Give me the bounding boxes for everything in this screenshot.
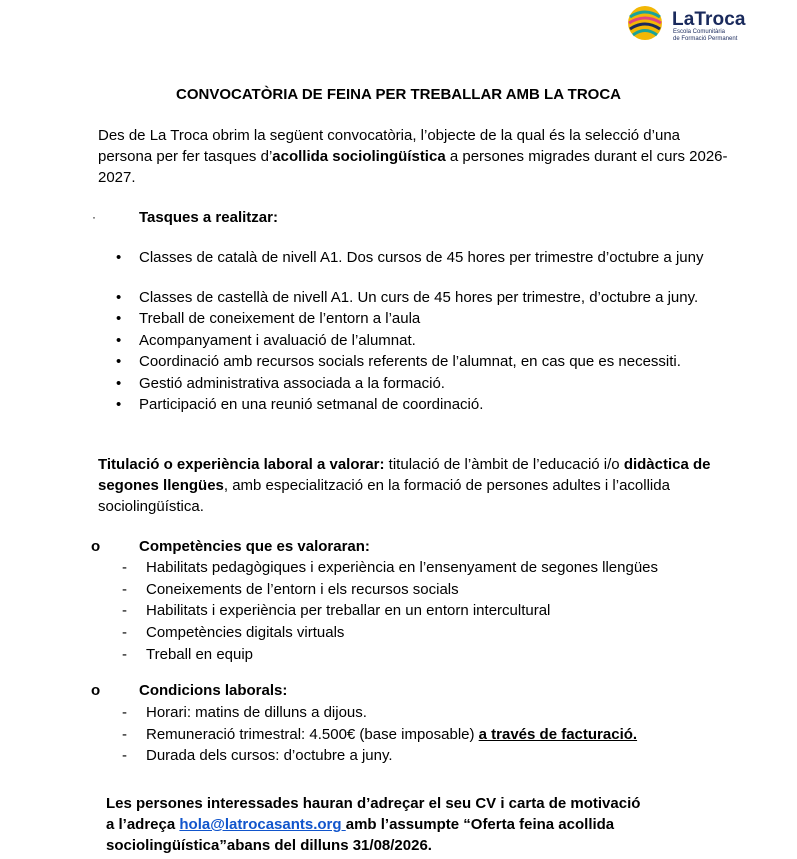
competency-dash: -: [122, 559, 127, 576]
email-link[interactable]: hola@latrocasants.org: [179, 816, 346, 833]
intro-text-before: Des de La Troca obrim la següent convocatòria, l’objecte de la qual és la selecció d’una persona per fer tasques d’: [98, 127, 681, 165]
competency-dash: -: [122, 581, 127, 598]
task-bullet: •: [116, 375, 122, 392]
competency-dash: -: [122, 646, 127, 663]
tasks-heading-marker: ·: [92, 210, 96, 224]
logo-name: LaTroca: [672, 9, 746, 30]
footer-line-2: [106, 814, 706, 835]
condition-item-2-underlined: a través de facturació.: [478, 726, 638, 743]
condition-dash: -: [122, 704, 127, 721]
footer-line-2-before: a l’adreça: [106, 816, 180, 833]
competency-item-5: Treball en equip: [146, 646, 254, 663]
task-bullet: •: [116, 310, 122, 327]
condition-item-2: [146, 726, 637, 744]
competencies-heading-marker: o: [91, 538, 101, 555]
qualification-label: Titulació o experiència laboral a valorar:: [98, 456, 385, 473]
condition-item-3: Durada dels cursos: d’octubre a juny.: [146, 747, 393, 764]
task-item-6: Gestió administrativa associada a la formació.: [139, 375, 445, 392]
intro-text-after: a persones migrades durant el curs 2026-2027.: [98, 148, 728, 186]
intro-paragraph: [98, 125, 730, 188]
task-bullet: •: [116, 289, 122, 306]
task-bullet: •: [116, 353, 122, 370]
task-item-4: Acompanyament i avaluació de l’alumnat.: [139, 332, 416, 349]
qualification-text-2: , amb especialització en la formació de persones adultes i l’acollida sociolingüística.: [98, 477, 670, 515]
latroca-logo-icon: [626, 5, 664, 41]
qualification-bold: didàctica de segones llengües: [98, 456, 711, 494]
task-item-7: Participació en una reunió setmanal de coordinació.: [139, 396, 484, 413]
task-item-3: Treball de coneixement de l’entorn a l’aula: [139, 310, 421, 327]
competency-item-1: Habilitats pedagògiques i experiència en l’ensenyament de segones llengües: [146, 559, 659, 576]
competency-dash: -: [122, 602, 127, 619]
task-item-5: Coordinació amb recursos socials referents de l’alumnat, en cas que es necessiti.: [139, 353, 681, 370]
competency-item-2: Coneixements de l’entorn i els recursos socials: [146, 581, 459, 598]
tasks-heading: Tasques a realitzar:: [139, 209, 278, 226]
condition-dash: -: [122, 726, 127, 743]
footer-line-1: Les persones interessades hauran d’adreçar el seu CV i carta de motivació: [106, 795, 641, 812]
competency-dash: -: [122, 624, 127, 641]
conditions-heading: Condicions laborals:: [139, 682, 288, 699]
qualification-paragraph: [98, 454, 738, 517]
logo-subtitle-line2: de Formació Permanent: [673, 36, 738, 42]
page-title: CONVOCATÒRIA DE FEINA PER TREBALLAR AMB LA TROCA: [176, 86, 621, 103]
qualification-text-1: titulació de l’àmbit de l’educació i/o: [384, 456, 624, 473]
latroca-logo: [626, 5, 766, 41]
competency-item-3: Habilitats i experiència per treballar en un entorn intercultural: [146, 602, 551, 619]
condition-item-1: Horari: matins de dilluns a dijous.: [146, 704, 367, 721]
task-item-1: Classes de català de nivell A1. Dos cursos de 45 hores per trimestre d’octubre a juny: [139, 249, 704, 266]
task-bullet: •: [116, 332, 122, 349]
logo-subtitle-line1: Escola Comunitària: [673, 29, 726, 35]
task-item-2: Classes de castellà de nivell A1. Un curs de 45 hores per trimestre, d’octubre a juny.: [139, 289, 699, 306]
footer-line-2-after: amb l’assumpte “Oferta feina acollida: [345, 816, 615, 833]
competency-item-4: Competències digitals virtuals: [146, 624, 345, 641]
task-bullet: •: [116, 249, 122, 266]
intro-bold: acollida sociolingüística: [272, 148, 446, 165]
condition-dash: -: [122, 747, 127, 764]
conditions-heading-marker: o: [91, 682, 101, 699]
application-instructions: [106, 793, 706, 856]
task-bullet: •: [116, 396, 122, 413]
footer-line-3: sociolingüística”abans del dilluns 31/08/2026.: [106, 837, 432, 854]
competencies-heading: Competències que es valoraran:: [139, 538, 370, 555]
condition-item-2-text: Remuneració trimestral: 4.500€ (base imposable): [146, 726, 479, 743]
